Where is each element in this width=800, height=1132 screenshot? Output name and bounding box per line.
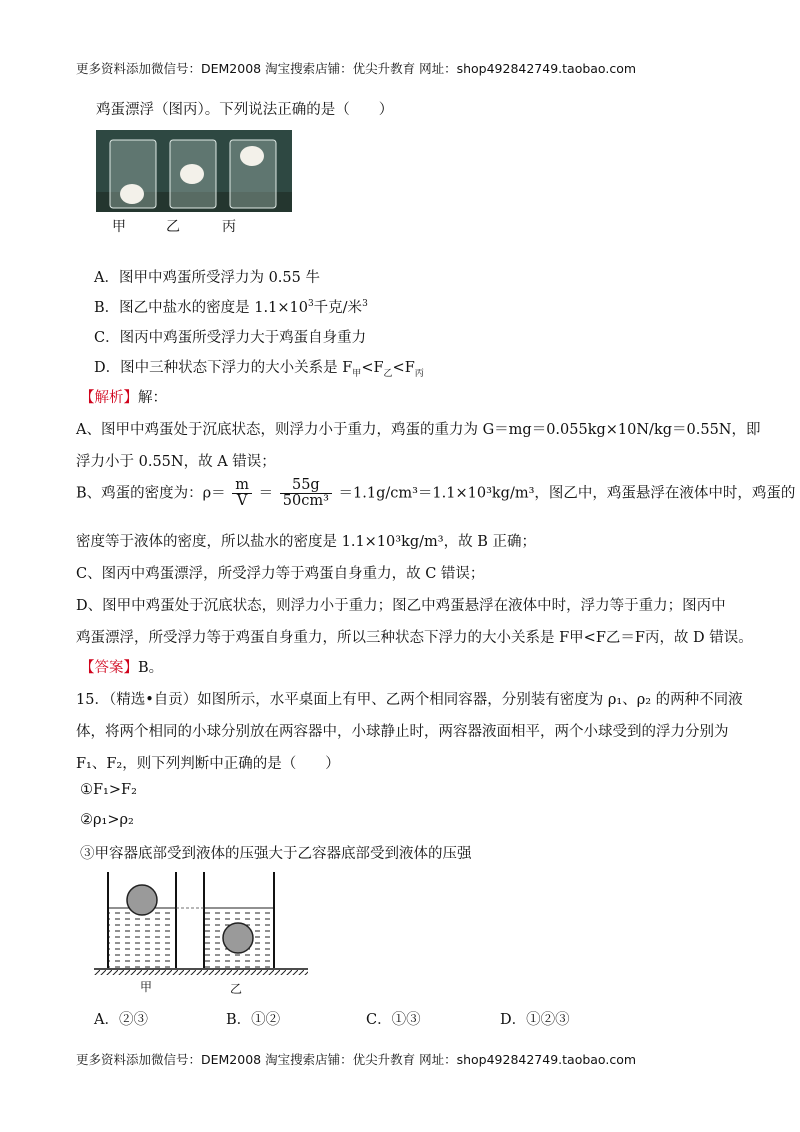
q15-option-c: C．①③ xyxy=(366,1012,421,1028)
containers-diagram xyxy=(94,868,318,998)
q14-analysis-a-line2: 浮力小于 0.55N，故 A 错误； xyxy=(76,454,276,470)
ball-jia xyxy=(127,885,157,915)
container-jia xyxy=(108,872,176,968)
q15-line2: 体，将两个相同的小球分别放在两容器中，小球静止时，两容器液面相平，两个小球受到的浮力分别为 xyxy=(76,724,729,740)
photo-label-jia: 甲 xyxy=(112,219,126,235)
q14-analysis-b-line2: 密度等于液体的密度，所以盐水的密度是 1.1×10³kg/m³，故 B 正确； xyxy=(76,534,536,550)
q15-line3: F₁、F₂，则下列判断中正确的是（ ） xyxy=(76,756,340,772)
page-header: 更多资料添加微信号：DEM2008 淘宝搜索店铺：优尖升教育 网址：shop492842749.taobao.com xyxy=(76,61,637,76)
q14-option-d: D．图中三种状态下浮力的大小关系是 $F_甲<F_乙<F_丙$ xyxy=(94,360,424,379)
q15-statement-2: ②ρ₁>ρ₂ xyxy=(80,812,134,828)
egg-bing xyxy=(240,146,264,166)
q14-answer: 【答案】B。 xyxy=(80,660,164,676)
diagram-label-yi: 乙 xyxy=(230,982,243,996)
q14-analysis-heading: 【解析】解： xyxy=(80,390,167,406)
q14-option-c: C．图丙中鸡蛋所受浮力大于鸡蛋自身重力 xyxy=(94,330,367,346)
q14-analysis-c-line: C、图丙中鸡蛋漂浮，所受浮力等于鸡蛋自身重力，故 C 错误； xyxy=(76,566,485,582)
q14-option-b: B．图乙中盐水的密度是 $1.1\times 10^3$千克/米$^3$ xyxy=(94,299,368,316)
q14-analysis-d-line1: D、图甲中鸡蛋处于沉底状态，则浮力小于重力；图乙中鸡蛋悬浮在液体中时，浮力等于重力；图丙中 xyxy=(76,598,726,614)
q15-statement-3: ③甲容器底部受到液体的压强大于乙容器底部受到液体的压强 xyxy=(80,846,472,862)
ball-yi xyxy=(223,923,253,953)
egg-yi xyxy=(180,164,204,184)
egg-beakers-photo xyxy=(96,130,292,212)
photo-label-yi: 乙 xyxy=(166,219,180,235)
photo-label-bing: 丙 xyxy=(222,219,236,235)
q15-option-a: A．②③ xyxy=(94,1012,148,1028)
q15-line1: 15．（精选•自贡）如图所示，水平桌面上有甲、乙两个相同容器，分别装有密度为 ρ₁、ρ₂ 的两种不同液 xyxy=(76,692,743,708)
diagram-label-jia: 甲 xyxy=(140,980,153,994)
page-footer: 更多资料添加微信号：DEM2008 淘宝搜索店铺：优尖升教育 网址：shop492842749.taobao.com xyxy=(76,1052,637,1067)
q14-analysis-d-line2: 鸡蛋漂浮，所受浮力等于鸡蛋自身重力，所以三种状态下浮力的大小关系是 F甲<F乙＝F丙，故 D 错误。 xyxy=(76,630,753,646)
q15-option-d: D．①②③ xyxy=(500,1012,570,1028)
q14-analysis-b-line1: B、鸡蛋的密度为：ρ＝ $\frac{m}{V}$ ＝ $\frac{55g}{\text{50cm³}}$ ＝1.1g/cm³＝1.1×10³kg/m³，图乙中，鸡蛋悬浮在液体中时，鸡蛋的 xyxy=(76,477,796,509)
q14-option-a: A．图甲中鸡蛋所受浮力为 0.55 牛 xyxy=(94,270,320,286)
container-yi xyxy=(204,872,274,968)
egg-jia xyxy=(120,184,144,204)
q15-statement-1: ①F₁>F₂ xyxy=(80,782,137,798)
q14-intro: 鸡蛋漂浮（图丙）。下列说法正确的是（ ） xyxy=(96,102,394,118)
q15-option-b: B．①② xyxy=(226,1012,281,1028)
q14-analysis-a-line1: A、图甲中鸡蛋处于沉底状态，则浮力小于重力，鸡蛋的重力为 G＝mg＝0.055kg×10N/kg＝0.55N，即 xyxy=(76,422,761,438)
